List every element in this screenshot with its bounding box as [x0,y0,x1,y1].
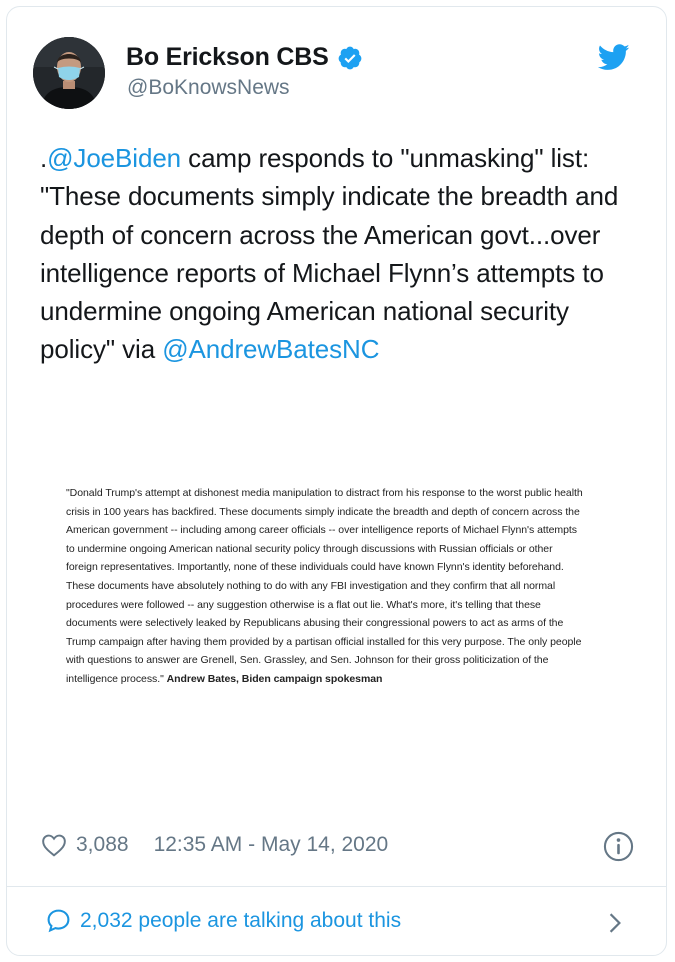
tweet-stats [41,830,388,860]
like-count[interactable]: 3,088 [76,833,129,856]
mention-joebiden[interactable]: @JoeBiden [47,143,182,173]
twitter-bird-icon[interactable] [598,44,630,71]
statement-attribution: Andrew Bates, Biden campaign spokesman [166,672,383,685]
tweet-body: camp responds to "unmasking" list: "These documents simply indicate the breadth and depth of concern across the American govt...over intelligence reports of Michael Flynn’s attempts to undermine ongoing American national security policy" via [40,143,619,365]
talking-count[interactable]: 2,032 people are talking about this [80,908,402,932]
author-name-row[interactable] [126,43,363,72]
mention-andrewbatesnc[interactable]: @AndrewBatesNC [162,334,380,365]
heart-icon[interactable] [41,833,67,857]
author-handle[interactable]: @BoKnowsNews [127,76,290,99]
avatar-photo [33,37,105,109]
statement-quote: "Donald Trump's attempt at dishonest media manipulation to distract from his response to the worst public health crisis in 100 years has backfired. These documents simply indicate the breadth and depth of concern across the American government -- including among career officials -- over intelligence reports of Michael Flynn's attempts to undermine ongoing American national security policy through discussions with Russian officials or other foreign representatives. Importantly, none of these individuals could have known Flynn's identity beforehand. These documents have absolutely nothing to do with any FBI investigation and they confirm that all normal procedures were followed -- any suggestion otherwise is a flat out lie. What's more, it's telling that these documents were selectively leaked by Republicans abusing their congressional powers to act as arms of the Trump campaign after having them provided by a partisan official installed for this very purpose. The only people with questions to answer are Grenell, Sen. Grassley, and Sen. Johnson for their gross politicization of the intelligence process." [66,487,583,685]
divider [6,886,667,887]
speech-bubble-icon [46,908,71,933]
verified-badge-icon [337,45,363,71]
info-icon[interactable] [603,831,634,862]
conversation-link[interactable] [46,908,401,933]
tweet-timestamp[interactable]: 12:35 AM - May 14, 2020 [153,833,389,856]
statement-text [66,484,586,689]
tweet-lead: . [40,143,48,173]
chevron-right-icon[interactable] [606,912,624,934]
author-name[interactable]: Bo Erickson CBS [126,43,329,71]
tweet-text [40,139,640,369]
avatar[interactable] [33,37,105,109]
